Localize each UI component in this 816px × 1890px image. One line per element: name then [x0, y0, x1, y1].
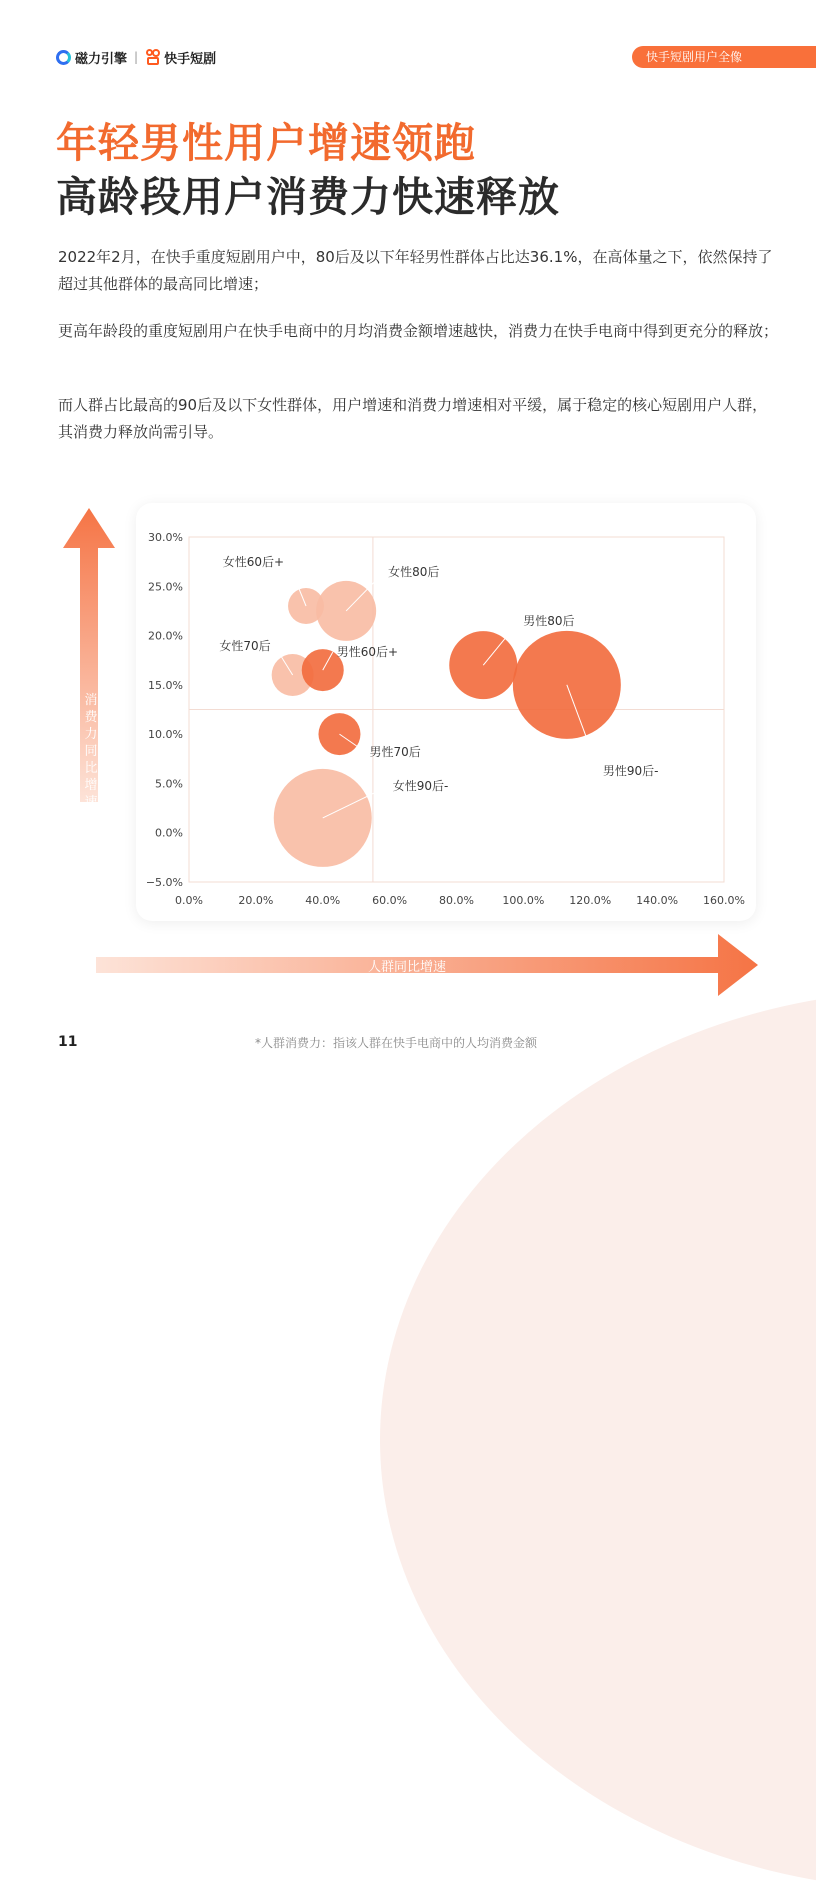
brand-left: 磁力引擎	[75, 51, 128, 67]
page-number: 11	[58, 1034, 78, 1050]
y-tick-label: 5.0%	[155, 777, 183, 791]
y-axis-label: 消费力同比增速	[84, 693, 98, 810]
page-title-line2: 高龄段用户消费力快速释放	[56, 173, 560, 221]
bubble-label: 男性80后	[523, 614, 575, 629]
x-tick-label: 80.0%	[439, 894, 474, 907]
x-tick-label: 40.0%	[305, 894, 341, 907]
y-tick-label: 10.0%	[148, 728, 183, 742]
y-tick-label: 20.0%	[148, 629, 183, 643]
bubble-label: 男性70后	[369, 745, 421, 760]
y-tick-label: −5.0%	[145, 876, 183, 889]
x-tick-label: 160.0%	[703, 894, 745, 907]
footnote: *人群消费力：指该人群在快手电商中的人均消费金额	[255, 1036, 538, 1050]
y-tick-label: 30.0%	[148, 531, 183, 544]
paragraph-3: 而人群占比最高的90后及以下女性群体，用户增速和消费力增速相对平缓，属于稳定的核心短剧用户人群，其消费力释放尚需引导。	[58, 396, 768, 441]
x-tick-label: 140.0%	[636, 894, 679, 907]
paragraph-1: 2022年2月，在快手重度短剧用户中，80后及以下年轻男性群体占比达36.1%，在高体量之下，依然保持了超过其他群体的最高同比增速；	[58, 248, 773, 293]
bubble-label: 女性90后-	[392, 778, 449, 793]
x-tick-label: 100.0%	[502, 894, 545, 907]
background-arc	[380, 990, 816, 1890]
y-tick-label: 25.0%	[148, 580, 183, 594]
x-tick-label: 120.0%	[569, 894, 612, 907]
bubble-label: 男性90后-	[602, 763, 659, 778]
brand-right: 快手短剧	[164, 51, 217, 67]
section-tag: 快手短剧用户全像	[632, 46, 816, 68]
bubble-label: 女性70后	[219, 639, 271, 653]
brand-separator: |	[134, 50, 139, 64]
bubble-label: 男性60后+	[336, 645, 399, 660]
x-axis-label: 人群同比增速	[368, 960, 447, 975]
x-tick-label: 0.0%	[175, 894, 203, 907]
paragraph-2: 更高年龄段的重度短剧用户在快手电商中的月均消费金额增速越快，消费力在快手电商中得到更充分的释放；	[58, 322, 779, 340]
x-tick-label: 20.0%	[238, 894, 274, 907]
page-title-line1: 年轻男性用户增速领跑	[56, 119, 476, 167]
bubble-label: 女性60后+	[222, 555, 285, 569]
y-tick-label: 0.0%	[155, 826, 183, 840]
x-tick-label: 60.0%	[372, 894, 408, 907]
y-tick-label: 15.0%	[148, 678, 183, 692]
bubble-label: 女性80后	[388, 564, 440, 579]
